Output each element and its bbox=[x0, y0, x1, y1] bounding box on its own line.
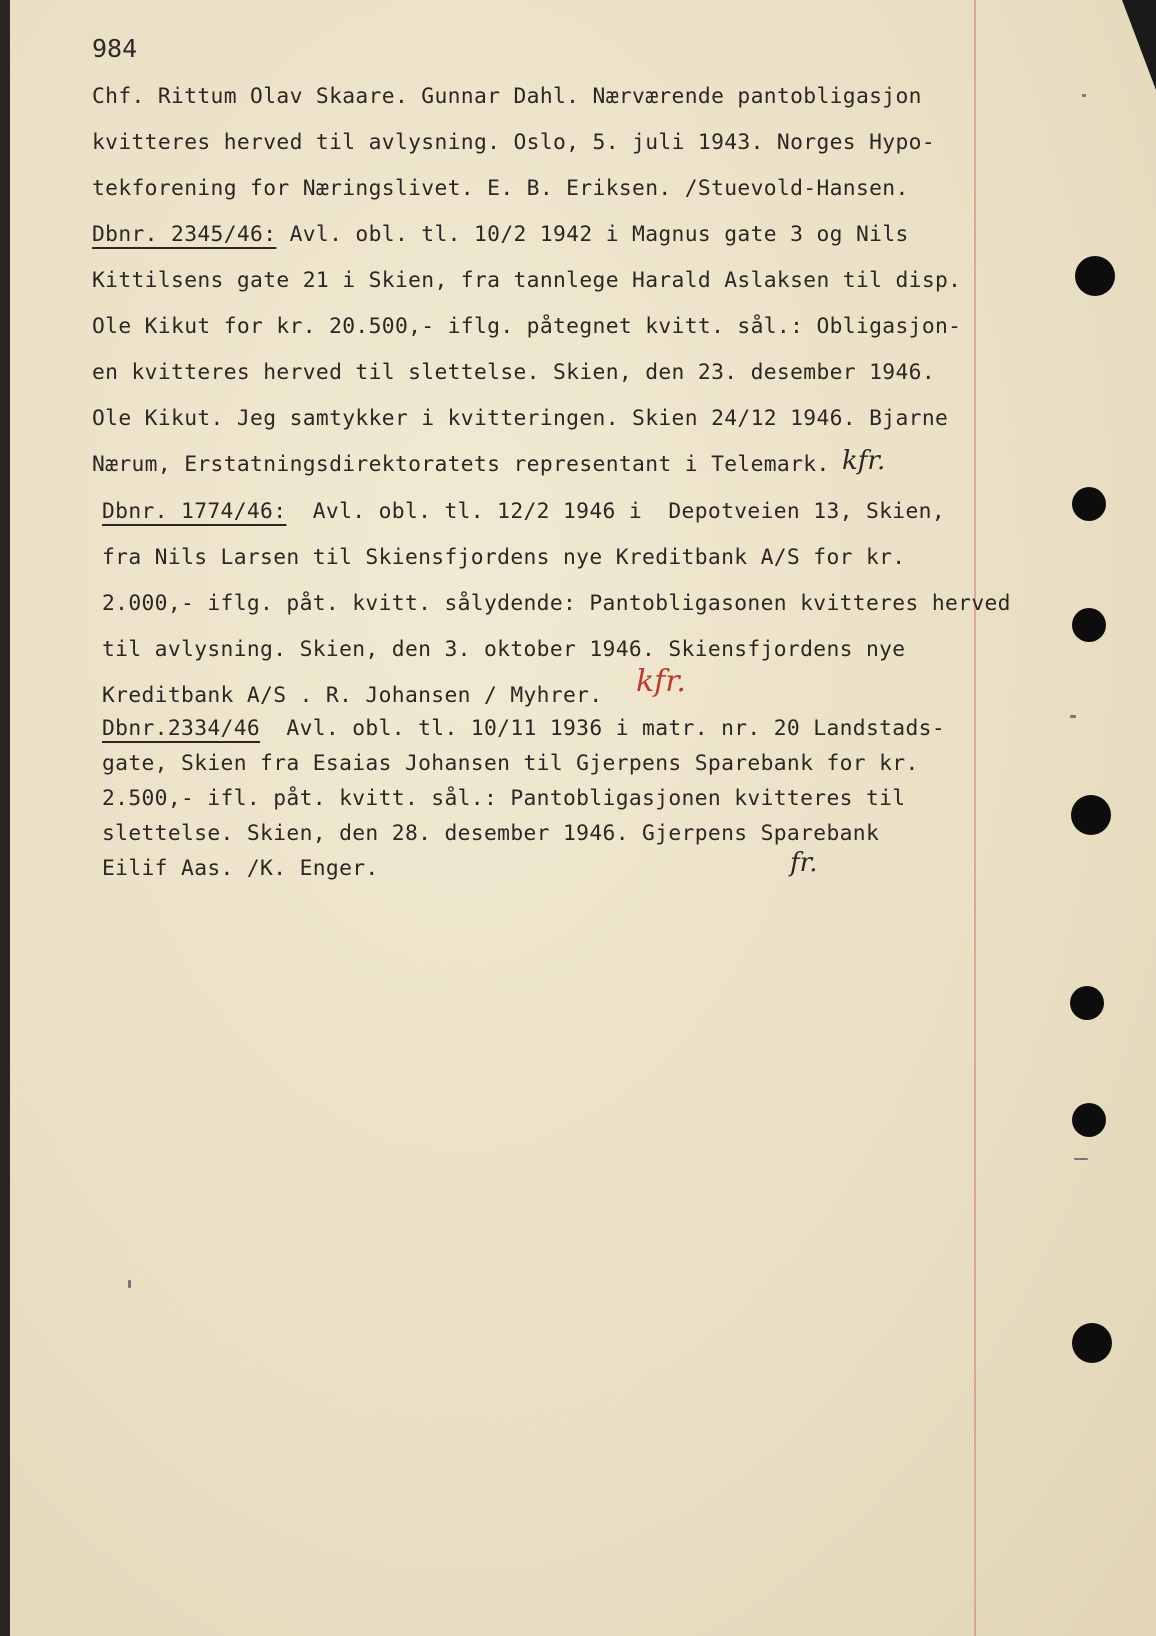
text-line bbox=[92, 360, 935, 385]
line-text: gate, Skien fra Esaias Johansen til Gjerpens Sparebank for kr. bbox=[102, 751, 919, 776]
punch-hole-7 bbox=[1072, 1323, 1112, 1363]
text-line bbox=[102, 637, 905, 662]
entry-reference: Dbnr. 1774/46: bbox=[102, 499, 287, 524]
margin-line bbox=[974, 0, 976, 1636]
text-line bbox=[102, 591, 1011, 616]
text-line bbox=[102, 545, 905, 570]
text-line bbox=[92, 176, 909, 201]
line-text: Avl. obl. tl. 12/2 1946 i Depotveien 13, Skien, bbox=[286, 499, 945, 524]
text-line bbox=[102, 716, 945, 741]
text-line bbox=[102, 821, 879, 846]
line-text: slettelse. Skien, den 28. desember 1946. Gjerpens Sparebank bbox=[102, 821, 880, 846]
text-line bbox=[102, 786, 905, 811]
line-text: Ole Kikut. Jeg samtykker i kvitteringen. Skien 24/12 1946. Bjarne bbox=[92, 406, 949, 431]
line-text: til avlysning. Skien, den 3. oktober 1946. Skiensfjordens nye bbox=[102, 637, 906, 662]
line-text: Avl. obl. tl. 10/2 1942 i Magnus gate 3 og Nils bbox=[276, 222, 909, 247]
text-line bbox=[92, 222, 909, 247]
line-text: tekforening for Næringslivet. E. B. Eriksen. /Stuevold-Hansen. bbox=[92, 176, 909, 201]
line-text: Eilif Aas. /K. Enger. bbox=[102, 856, 379, 881]
line-text: Kreditbank A/S . R. Johansen / Myhrer. bbox=[102, 683, 603, 708]
text-line bbox=[102, 499, 945, 524]
entry-reference: Dbnr. 2345/46: bbox=[92, 222, 277, 247]
line-text: Nærum, Erstatningsdirektoratets representant i Telemark. bbox=[92, 452, 830, 477]
text-line bbox=[102, 856, 379, 881]
speck bbox=[128, 1280, 131, 1288]
line-text: 2.500,- ifl. påt. kvitt. sål.: Pantobligasjonen kvitteres til bbox=[102, 786, 906, 811]
text-line bbox=[102, 751, 919, 776]
line-text: Avl. obl. tl. 10/11 1936 i matr. nr. 20 Landstads- bbox=[260, 716, 945, 741]
text-line bbox=[92, 84, 922, 109]
punch-hole-3 bbox=[1072, 608, 1106, 642]
folded-corner bbox=[1122, 0, 1156, 90]
text-line bbox=[92, 314, 961, 339]
initials-mark-1: kfr. bbox=[842, 446, 886, 476]
line-text: Ole Kikut for kr. 20.500,- iflg. påtegnet kvitt. sål.: Obligasjon- bbox=[92, 314, 962, 339]
text-line bbox=[92, 406, 948, 431]
line-text: kvitteres herved til avlysning. Oslo, 5. juli 1943. Norges Hypo- bbox=[92, 130, 935, 155]
line-text: Chf. Rittum Olav Skaare. Gunnar Dahl. Nærværende pantobligasjon bbox=[92, 84, 922, 109]
line-text: 2.000,- iflg. påt. kvitt. sålydende: Pantobligasonen kvitteres herved bbox=[102, 591, 1011, 616]
line-text: en kvitteres herved til slettelse. Skien, den 23. desember 1946. bbox=[92, 360, 935, 385]
entry-reference: Dbnr.2334/46 bbox=[102, 716, 261, 741]
punch-hole-4 bbox=[1071, 795, 1111, 835]
punch-hole-1 bbox=[1075, 256, 1115, 296]
speck bbox=[1070, 715, 1076, 718]
page-number: 984 bbox=[92, 34, 138, 63]
line-text: fra Nils Larsen til Skiensfjordens nye Kreditbank A/S for kr. bbox=[102, 545, 906, 570]
speck bbox=[1074, 1158, 1088, 1160]
text-line bbox=[92, 130, 935, 155]
text-line bbox=[102, 683, 603, 708]
speck bbox=[1082, 94, 1086, 97]
text-line bbox=[92, 452, 830, 477]
initials-mark-2: kfr. bbox=[636, 664, 686, 699]
punch-hole-6 bbox=[1072, 1103, 1106, 1137]
scan-edge bbox=[0, 0, 10, 1636]
line-text: Kittilsens gate 21 i Skien, fra tannlege Harald Aslaksen til disp. bbox=[92, 268, 962, 293]
text-line bbox=[92, 268, 961, 293]
initials-mark-3: fr. bbox=[790, 848, 818, 878]
punch-hole-2 bbox=[1072, 487, 1106, 521]
punch-hole-5 bbox=[1070, 986, 1104, 1020]
